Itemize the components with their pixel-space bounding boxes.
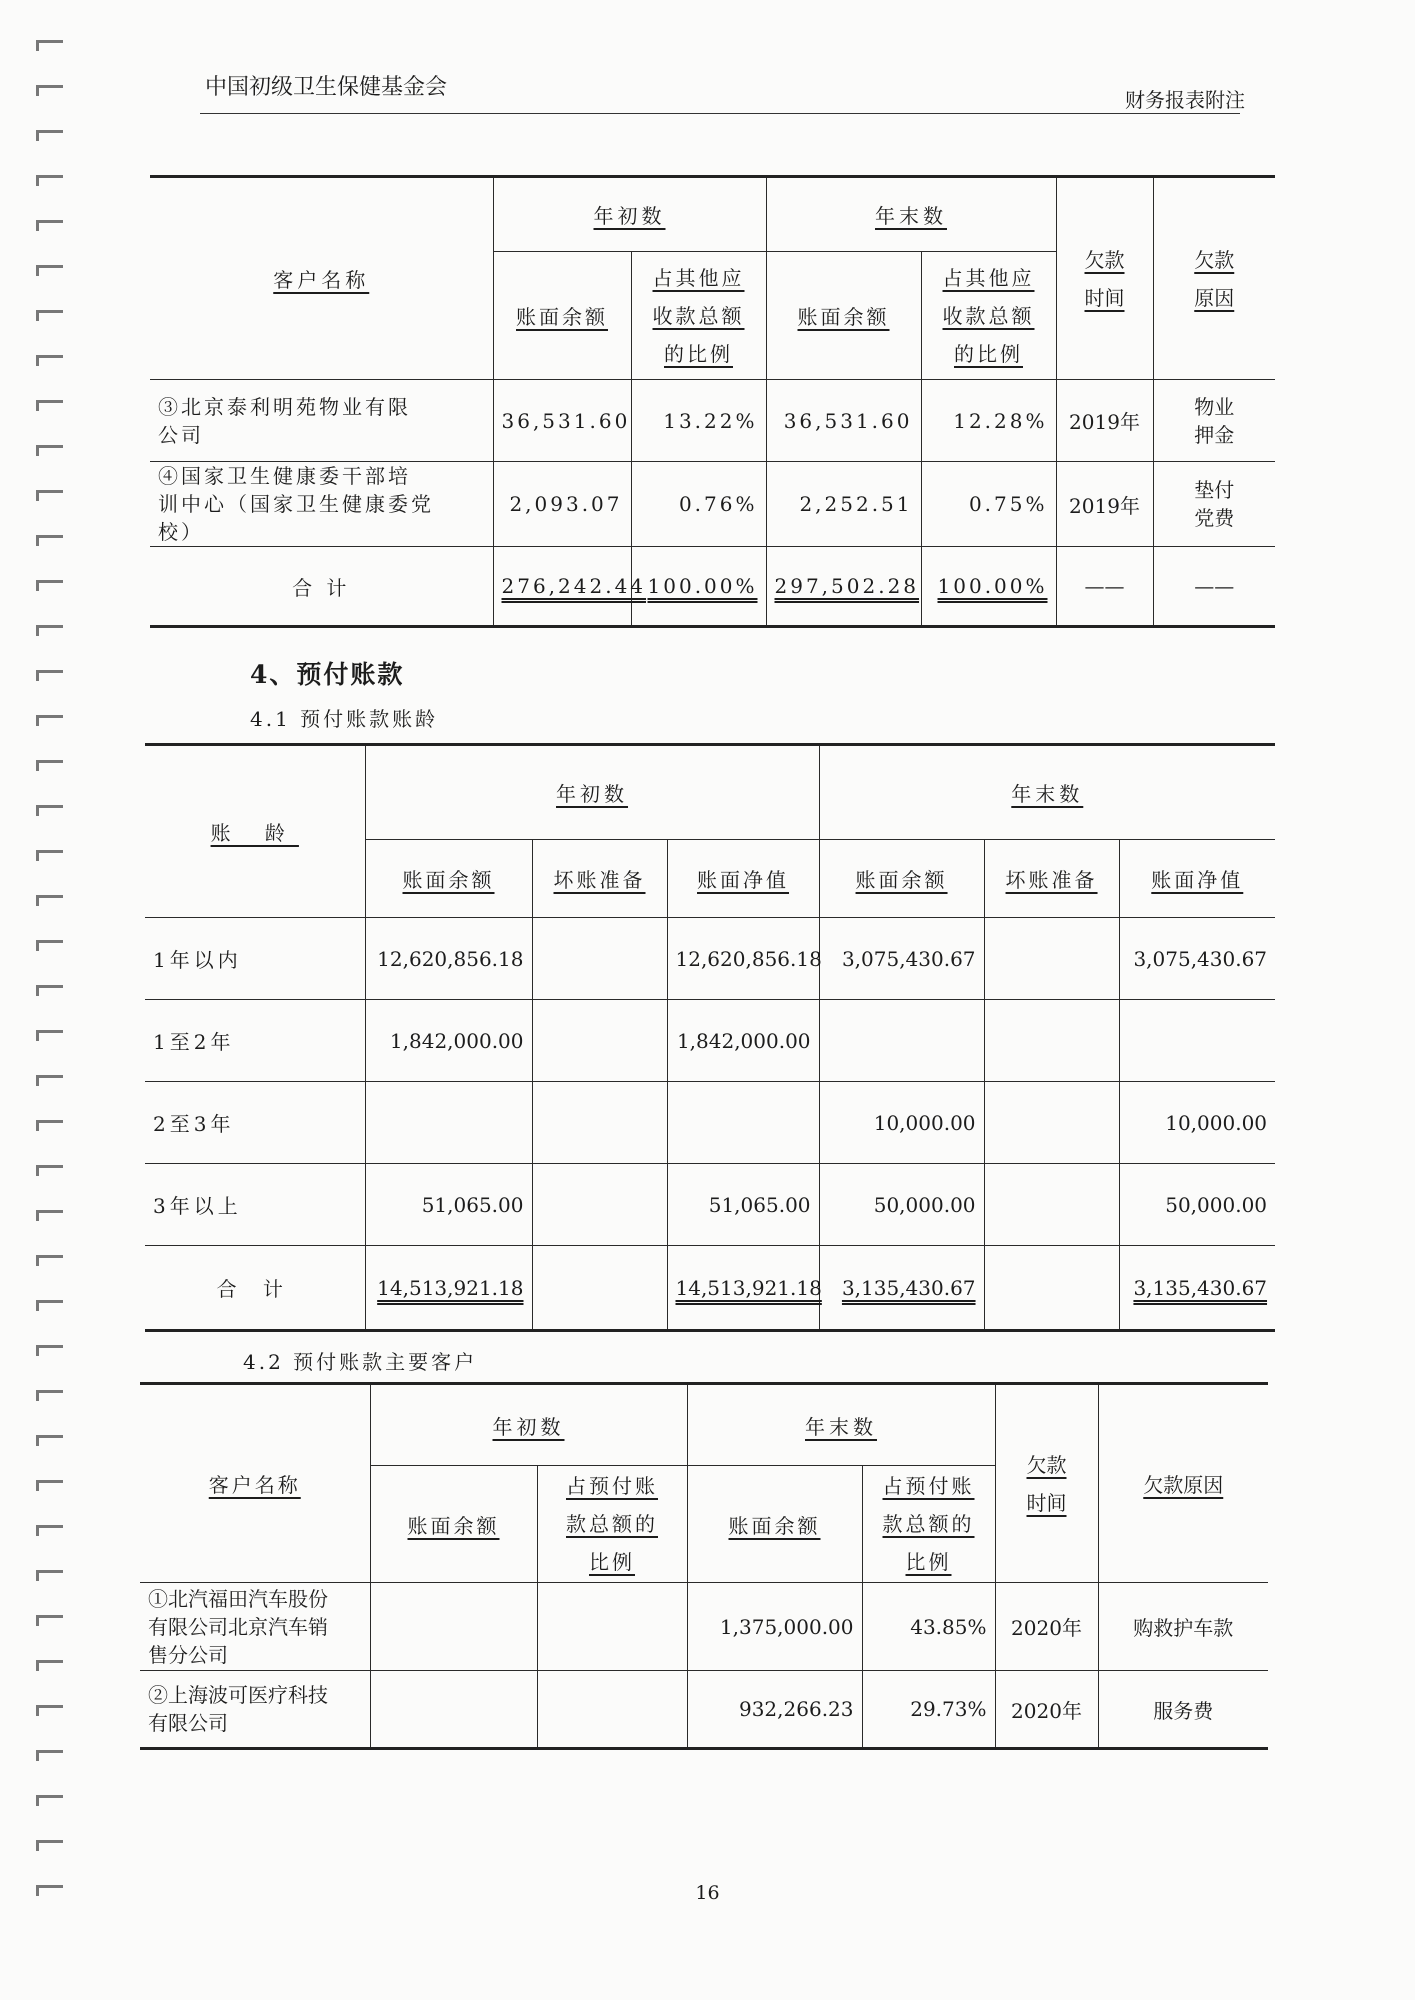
col-begin-balance: 账面余额 (370, 1466, 537, 1583)
group-end-header: 年末数 (819, 745, 1275, 840)
section-4-2-title: 4.2 预付账款主要客户 (243, 1350, 478, 1374)
table-row: 1至2年 1,842,000.00 1,842,000.00 (145, 1000, 1275, 1082)
table-row: ①北汽福田汽车股份 有限公司北京汽车销 售分公司 1,375,000.00 43.85% 2020年 购救护车款 (140, 1583, 1268, 1671)
header-rule (200, 113, 1240, 114)
binding-tick (36, 625, 63, 636)
col-end-net: 账面净值 (1119, 840, 1275, 918)
binding-tick (36, 1615, 63, 1626)
col-client-header: 客户名称 (140, 1384, 370, 1583)
binding-tick (36, 940, 63, 951)
binding-tick (36, 1345, 63, 1356)
binding-tick (36, 1570, 63, 1581)
table-row: 2至3年 10,000.00 10,000.00 (145, 1082, 1275, 1164)
binding-tick (36, 1210, 63, 1221)
binding-tick (36, 715, 63, 726)
group-end-header: 年末数 (766, 177, 1056, 252)
col-age-header: 账 龄 (145, 745, 365, 918)
table-row: 1年以内 12,620,856.18 12,620,856.18 3,075,430.67 3,075,430.67 (145, 918, 1275, 1000)
col-time-header: 欠款 时间 (1056, 177, 1153, 380)
col-end-ratio: 占预付账 款总额的 比例 (862, 1466, 995, 1583)
binding-tick (36, 130, 63, 141)
col-reason-header: 欠款 原因 (1153, 177, 1275, 380)
binding-tick (36, 1660, 63, 1671)
binding-tick (36, 445, 63, 456)
binding-tick (36, 175, 63, 186)
binding-tick (36, 985, 63, 996)
binding-tick (36, 1525, 63, 1536)
binding-tick (36, 355, 63, 366)
table-total-row: 合 计 276,242.44 100.00% 297,502.28 100.00% —— —— (150, 547, 1275, 627)
col-begin-ratio: 占其他应 收款总额 的比例 (631, 252, 766, 380)
prepayment-clients-table (140, 1382, 1268, 1750)
binding-tick (36, 1750, 63, 1761)
binding-tick (36, 220, 63, 231)
binding-tick (36, 400, 63, 411)
col-begin-balance: 账面余额 (365, 840, 532, 918)
table-total-row: 合 计 14,513,921.18 14,513,921.18 3,135,430.67 3,135,430.67 (145, 1246, 1275, 1331)
col-end-bad-debt: 坏账准备 (984, 840, 1119, 918)
col-end-balance: 账面余额 (687, 1466, 862, 1583)
binding-tick (36, 40, 63, 51)
col-reason-header: 欠款原因 (1098, 1384, 1268, 1583)
col-end-ratio: 占其他应 收款总额 的比例 (921, 252, 1056, 380)
binding-tick (36, 1030, 63, 1041)
header-org: 中国初级卫生保健基金会 (205, 75, 448, 100)
col-begin-balance: 账面余额 (493, 252, 631, 380)
binding-tick (36, 1255, 63, 1266)
binding-tick (36, 805, 63, 816)
binding-tick (36, 310, 63, 321)
table-row: 3年以上 51,065.00 51,065.00 50,000.00 50,000.00 (145, 1164, 1275, 1246)
col-time-header: 欠款 时间 (995, 1384, 1098, 1583)
header-doc-title: 财务报表附注 (1125, 88, 1245, 112)
col-end-balance: 账面余额 (819, 840, 984, 918)
col-client-header: 客户名称 (150, 177, 493, 380)
binding-tick (36, 850, 63, 861)
binding-tick (36, 760, 63, 771)
binding-tick (36, 490, 63, 501)
group-begin-header: 年初数 (370, 1384, 687, 1466)
section-4-1-title: 4.1 预付账款账龄 (250, 707, 439, 731)
binding-tick (36, 1075, 63, 1086)
group-begin-header: 年初数 (365, 745, 819, 840)
binding-tick (36, 1435, 63, 1446)
binding-marks (36, 40, 64, 1920)
binding-tick (36, 535, 63, 546)
binding-tick (36, 895, 63, 906)
binding-tick (36, 1795, 63, 1806)
binding-tick (36, 580, 63, 591)
col-begin-bad-debt: 坏账准备 (532, 840, 667, 918)
binding-tick (36, 85, 63, 96)
binding-tick (36, 1300, 63, 1311)
binding-tick (36, 265, 63, 276)
other-receivables-table (150, 175, 1275, 628)
binding-tick (36, 1840, 63, 1851)
binding-tick (36, 1480, 63, 1491)
table-row: ④国家卫生健康委干部培 训中心（国家卫生健康委党 校） 2,093.07 0.76% 2,252.51 0.75% 2019年 垫付 党费 (150, 462, 1275, 547)
group-end-header: 年末数 (687, 1384, 995, 1466)
prepayment-aging-table (145, 743, 1275, 1332)
binding-tick (36, 1390, 63, 1401)
table-row: ③北京泰利明苑物业有限 公司 36,531.60 13.22% 36,531.60 12.28% 2019年 物业 押金 (150, 380, 1275, 462)
col-end-balance: 账面余额 (766, 252, 921, 380)
group-begin-header: 年初数 (493, 177, 766, 252)
section-4-title: 4、预付账款 (250, 660, 405, 689)
page-number: 16 (695, 1882, 720, 1904)
binding-tick (36, 1120, 63, 1131)
binding-tick (36, 670, 63, 681)
col-begin-ratio: 占预付账 款总额的 比例 (537, 1466, 687, 1583)
table-row: ②上海波可医疗科技 有限公司 932,266.23 29.73% 2020年 服务费 (140, 1671, 1268, 1749)
binding-tick (36, 1705, 63, 1716)
col-begin-net: 账面净值 (667, 840, 819, 918)
binding-tick (36, 1165, 63, 1176)
